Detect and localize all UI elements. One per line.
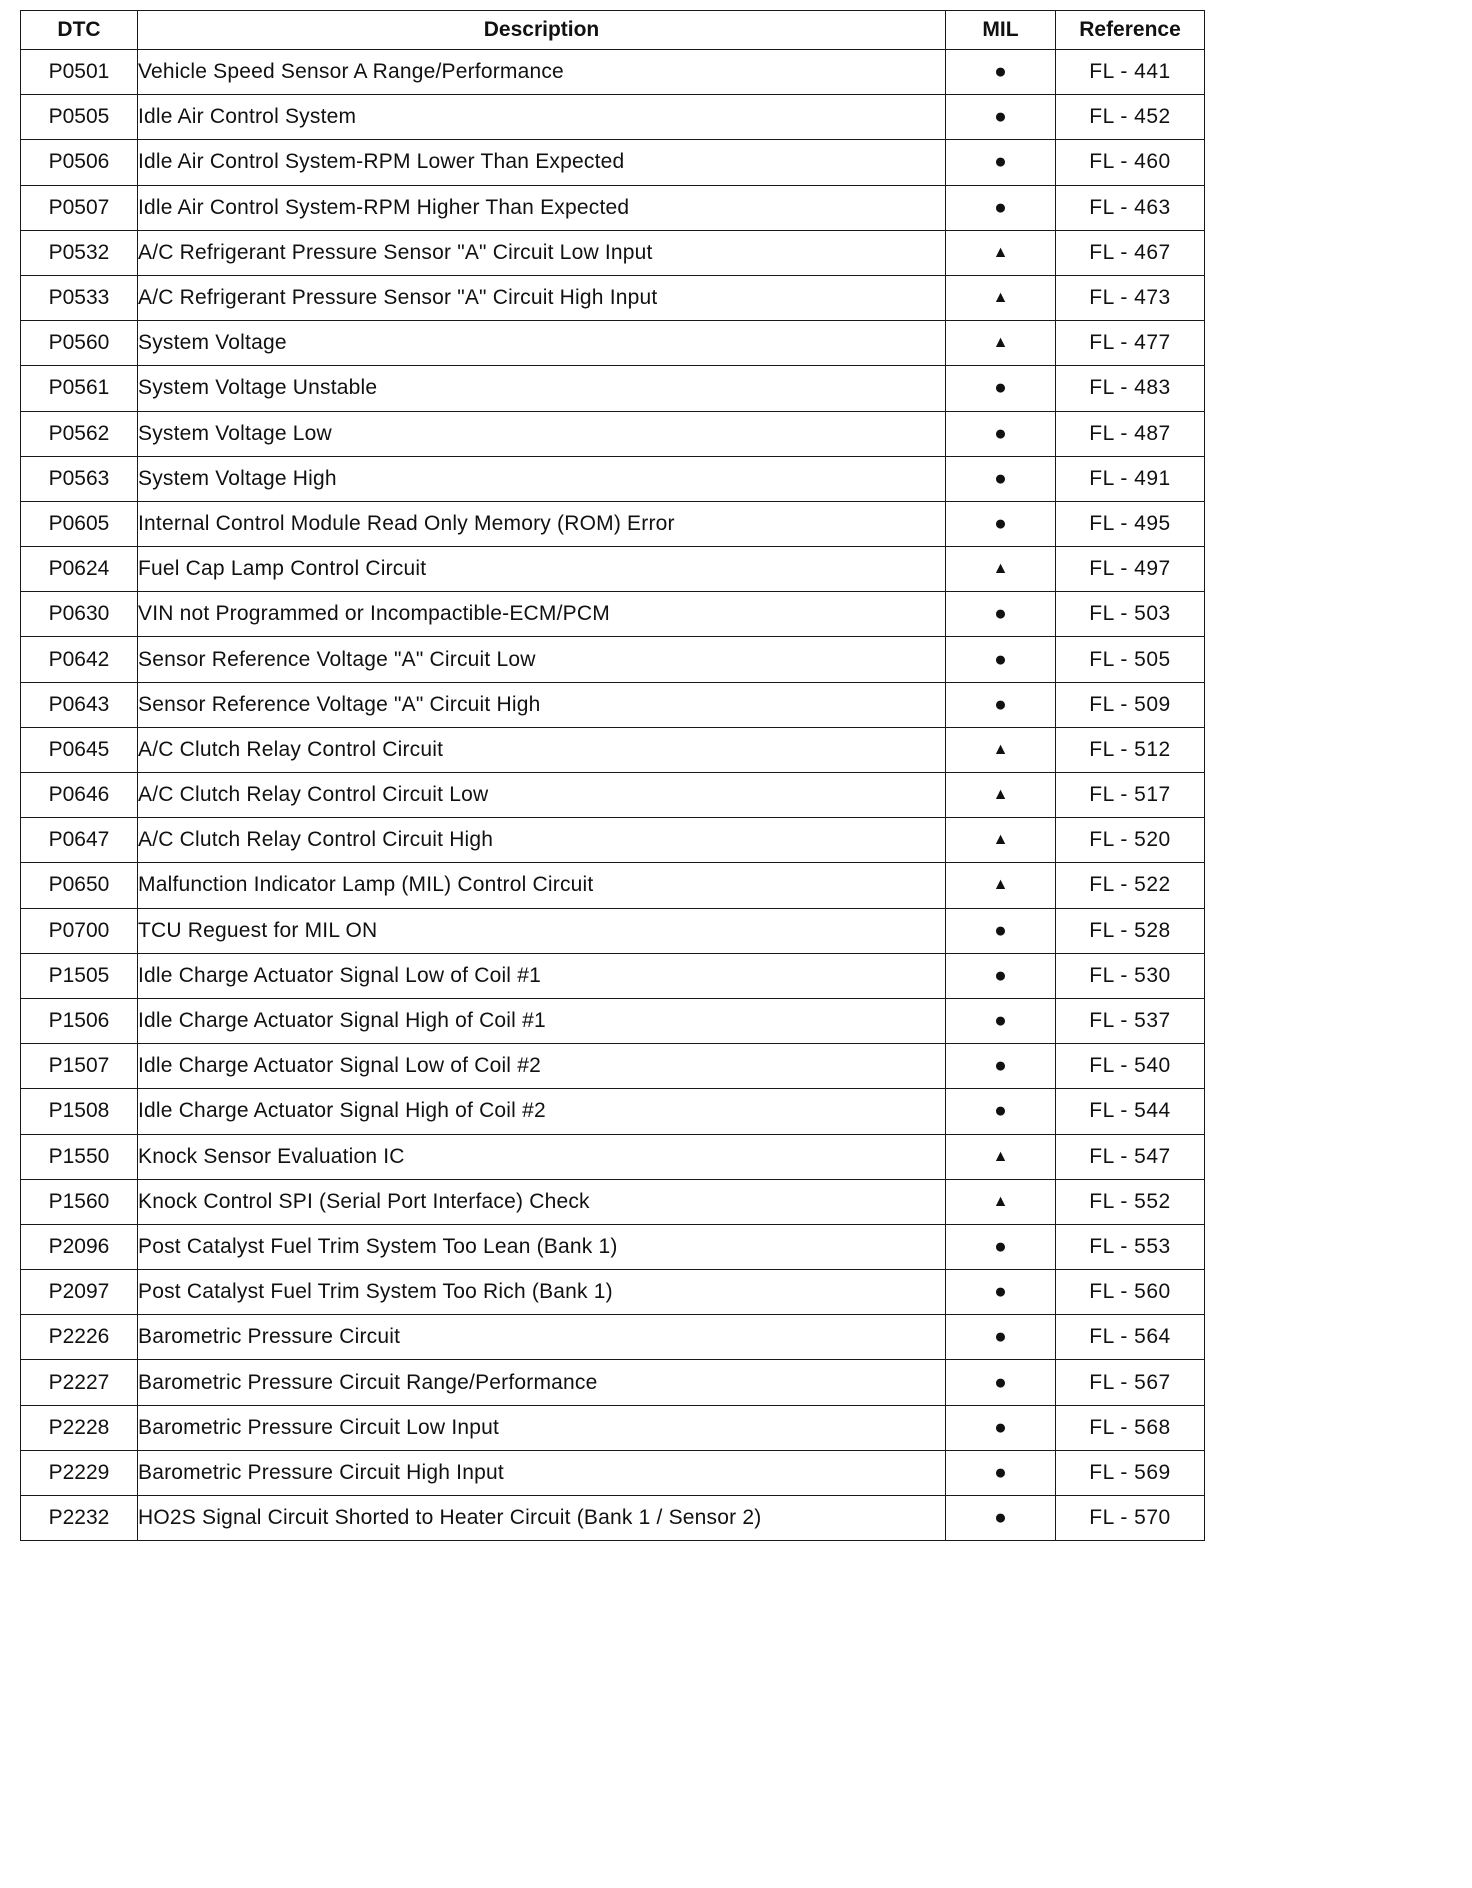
dtc-description: Idle Charge Actuator Signal High of Coil #2 bbox=[138, 1089, 946, 1134]
table-row bbox=[21, 1496, 1205, 1541]
table-row bbox=[21, 1315, 1205, 1360]
mil-indicator: ● bbox=[946, 1224, 1056, 1269]
mil-indicator: ● bbox=[946, 140, 1056, 185]
dtc-description: A/C Clutch Relay Control Circuit Low bbox=[138, 773, 946, 818]
reference-page: FL - 487 bbox=[1056, 411, 1205, 456]
mil-indicator: ▲ bbox=[946, 818, 1056, 863]
mil-indicator: ▲ bbox=[946, 321, 1056, 366]
reference-page: FL - 547 bbox=[1056, 1134, 1205, 1179]
mil-indicator: ● bbox=[946, 456, 1056, 501]
dtc-description: Idle Air Control System-RPM Higher Than Expected bbox=[138, 185, 946, 230]
dtc-description: Vehicle Speed Sensor A Range/Performance bbox=[138, 50, 946, 95]
dtc-code: P0630 bbox=[21, 592, 138, 637]
header-row bbox=[21, 11, 1205, 50]
reference-page: FL - 567 bbox=[1056, 1360, 1205, 1405]
mil-indicator: ● bbox=[946, 501, 1056, 546]
table-body bbox=[21, 50, 1205, 1541]
dtc-code: P0506 bbox=[21, 140, 138, 185]
table-row bbox=[21, 456, 1205, 501]
dtc-code: P0647 bbox=[21, 818, 138, 863]
reference-page: FL - 483 bbox=[1056, 366, 1205, 411]
table-row bbox=[21, 140, 1205, 185]
reference-page: FL - 568 bbox=[1056, 1405, 1205, 1450]
table-row bbox=[21, 1405, 1205, 1450]
dtc-description: System Voltage Unstable bbox=[138, 366, 946, 411]
table-header bbox=[21, 11, 1205, 50]
table-row bbox=[21, 637, 1205, 682]
dtc-code: P0645 bbox=[21, 727, 138, 772]
dtc-description: A/C Refrigerant Pressure Sensor "A" Circuit High Input bbox=[138, 275, 946, 320]
table-row bbox=[21, 1134, 1205, 1179]
reference-page: FL - 560 bbox=[1056, 1270, 1205, 1315]
dtc-code: P0562 bbox=[21, 411, 138, 456]
header-description: Description bbox=[138, 11, 946, 50]
dtc-code: P0505 bbox=[21, 95, 138, 140]
dtc-code: P0643 bbox=[21, 682, 138, 727]
mil-indicator: ● bbox=[946, 366, 1056, 411]
reference-page: FL - 460 bbox=[1056, 140, 1205, 185]
dtc-code: P1506 bbox=[21, 998, 138, 1043]
dtc-description: TCU Reguest for MIL ON bbox=[138, 908, 946, 953]
reference-page: FL - 530 bbox=[1056, 953, 1205, 998]
table-row bbox=[21, 773, 1205, 818]
dtc-description: Post Catalyst Fuel Trim System Too Rich (Bank 1) bbox=[138, 1270, 946, 1315]
table-row bbox=[21, 501, 1205, 546]
mil-indicator: ● bbox=[946, 637, 1056, 682]
reference-page: FL - 463 bbox=[1056, 185, 1205, 230]
table-row bbox=[21, 818, 1205, 863]
mil-indicator: ● bbox=[946, 1450, 1056, 1495]
dtc-description: Barometric Pressure Circuit Range/Performance bbox=[138, 1360, 946, 1405]
table-row bbox=[21, 185, 1205, 230]
reference-page: FL - 520 bbox=[1056, 818, 1205, 863]
table-row bbox=[21, 230, 1205, 275]
dtc-code: P1550 bbox=[21, 1134, 138, 1179]
mil-indicator: ▲ bbox=[946, 863, 1056, 908]
dtc-code: P1505 bbox=[21, 953, 138, 998]
dtc-description: System Voltage High bbox=[138, 456, 946, 501]
dtc-description: Sensor Reference Voltage "A" Circuit High bbox=[138, 682, 946, 727]
dtc-description: Barometric Pressure Circuit bbox=[138, 1315, 946, 1360]
dtc-code: P1508 bbox=[21, 1089, 138, 1134]
dtc-description: VIN not Programmed or Incompactible-ECM/PCM bbox=[138, 592, 946, 637]
dtc-description: Idle Air Control System bbox=[138, 95, 946, 140]
dtc-code: P2227 bbox=[21, 1360, 138, 1405]
table-row bbox=[21, 592, 1205, 637]
dtc-code: P0650 bbox=[21, 863, 138, 908]
dtc-code: P0646 bbox=[21, 773, 138, 818]
mil-indicator: ● bbox=[946, 185, 1056, 230]
dtc-description: Barometric Pressure Circuit High Input bbox=[138, 1450, 946, 1495]
reference-page: FL - 491 bbox=[1056, 456, 1205, 501]
reference-page: FL - 503 bbox=[1056, 592, 1205, 637]
mil-indicator: ● bbox=[946, 1405, 1056, 1450]
mil-indicator: ● bbox=[946, 1496, 1056, 1541]
mil-indicator: ▲ bbox=[946, 1134, 1056, 1179]
dtc-code: P2232 bbox=[21, 1496, 138, 1541]
reference-page: FL - 517 bbox=[1056, 773, 1205, 818]
reference-page: FL - 522 bbox=[1056, 863, 1205, 908]
dtc-code: P0605 bbox=[21, 501, 138, 546]
mil-indicator: ▲ bbox=[946, 1179, 1056, 1224]
dtc-code: P0624 bbox=[21, 547, 138, 592]
dtc-description: Idle Charge Actuator Signal Low of Coil #2 bbox=[138, 1044, 946, 1089]
mil-indicator: ● bbox=[946, 411, 1056, 456]
table-row bbox=[21, 863, 1205, 908]
reference-page: FL - 512 bbox=[1056, 727, 1205, 772]
mil-indicator: ▲ bbox=[946, 230, 1056, 275]
dtc-description: Idle Charge Actuator Signal Low of Coil #1 bbox=[138, 953, 946, 998]
table-row bbox=[21, 1089, 1205, 1134]
dtc-code: P0507 bbox=[21, 185, 138, 230]
mil-indicator: ● bbox=[946, 95, 1056, 140]
table-row bbox=[21, 1224, 1205, 1269]
table-row bbox=[21, 1360, 1205, 1405]
table-row bbox=[21, 953, 1205, 998]
reference-page: FL - 540 bbox=[1056, 1044, 1205, 1089]
mil-indicator: ● bbox=[946, 953, 1056, 998]
dtc-description: Malfunction Indicator Lamp (MIL) Control Circuit bbox=[138, 863, 946, 908]
table-row bbox=[21, 321, 1205, 366]
dtc-description: Idle Air Control System-RPM Lower Than Expected bbox=[138, 140, 946, 185]
dtc-description: Knock Control SPI (Serial Port Interface) Check bbox=[138, 1179, 946, 1224]
mil-indicator: ▲ bbox=[946, 547, 1056, 592]
mil-indicator: ● bbox=[946, 908, 1056, 953]
table-row bbox=[21, 682, 1205, 727]
reference-page: FL - 495 bbox=[1056, 501, 1205, 546]
table-row bbox=[21, 366, 1205, 411]
dtc-description: A/C Clutch Relay Control Circuit High bbox=[138, 818, 946, 863]
dtc-code: P0533 bbox=[21, 275, 138, 320]
dtc-description: Knock Sensor Evaluation IC bbox=[138, 1134, 946, 1179]
reference-page: FL - 473 bbox=[1056, 275, 1205, 320]
dtc-table bbox=[20, 10, 1205, 1541]
table-row bbox=[21, 547, 1205, 592]
mil-indicator: ● bbox=[946, 1315, 1056, 1360]
dtc-description: System Voltage Low bbox=[138, 411, 946, 456]
reference-page: FL - 570 bbox=[1056, 1496, 1205, 1541]
dtc-code: P1507 bbox=[21, 1044, 138, 1089]
reference-page: FL - 452 bbox=[1056, 95, 1205, 140]
header-reference: Reference bbox=[1056, 11, 1205, 50]
dtc-description: Post Catalyst Fuel Trim System Too Lean (Bank 1) bbox=[138, 1224, 946, 1269]
reference-page: FL - 569 bbox=[1056, 1450, 1205, 1495]
dtc-description: A/C Refrigerant Pressure Sensor "A" Circuit Low Input bbox=[138, 230, 946, 275]
dtc-code: P0560 bbox=[21, 321, 138, 366]
dtc-description: Barometric Pressure Circuit Low Input bbox=[138, 1405, 946, 1450]
reference-page: FL - 441 bbox=[1056, 50, 1205, 95]
reference-page: FL - 497 bbox=[1056, 547, 1205, 592]
dtc-code: P1560 bbox=[21, 1179, 138, 1224]
reference-page: FL - 564 bbox=[1056, 1315, 1205, 1360]
reference-page: FL - 477 bbox=[1056, 321, 1205, 366]
dtc-code: P2097 bbox=[21, 1270, 138, 1315]
dtc-code: P2229 bbox=[21, 1450, 138, 1495]
mil-indicator: ● bbox=[946, 682, 1056, 727]
mil-indicator: ▲ bbox=[946, 727, 1056, 772]
mil-indicator: ● bbox=[946, 1044, 1056, 1089]
mil-indicator: ▲ bbox=[946, 275, 1056, 320]
table-row bbox=[21, 908, 1205, 953]
dtc-code: P2096 bbox=[21, 1224, 138, 1269]
table-row bbox=[21, 998, 1205, 1043]
header-mil: MIL bbox=[946, 11, 1056, 50]
dtc-description: Idle Charge Actuator Signal High of Coil #1 bbox=[138, 998, 946, 1043]
mil-indicator: ● bbox=[946, 1089, 1056, 1134]
reference-page: FL - 552 bbox=[1056, 1179, 1205, 1224]
reference-page: FL - 553 bbox=[1056, 1224, 1205, 1269]
dtc-document bbox=[20, 10, 1204, 1541]
mil-indicator: ● bbox=[946, 1270, 1056, 1315]
dtc-code: P0700 bbox=[21, 908, 138, 953]
mil-indicator: ● bbox=[946, 592, 1056, 637]
dtc-code: P0563 bbox=[21, 456, 138, 501]
table-row bbox=[21, 50, 1205, 95]
dtc-code: P2228 bbox=[21, 1405, 138, 1450]
dtc-code: P0642 bbox=[21, 637, 138, 682]
dtc-description: Sensor Reference Voltage "A" Circuit Low bbox=[138, 637, 946, 682]
table-row bbox=[21, 1044, 1205, 1089]
mil-indicator: ▲ bbox=[946, 773, 1056, 818]
reference-page: FL - 537 bbox=[1056, 998, 1205, 1043]
reference-page: FL - 509 bbox=[1056, 682, 1205, 727]
table-row bbox=[21, 1270, 1205, 1315]
mil-indicator: ● bbox=[946, 50, 1056, 95]
table-row bbox=[21, 275, 1205, 320]
table-row bbox=[21, 1450, 1205, 1495]
dtc-code: P0561 bbox=[21, 366, 138, 411]
mil-indicator: ● bbox=[946, 1360, 1056, 1405]
dtc-code: P0501 bbox=[21, 50, 138, 95]
dtc-code: P2226 bbox=[21, 1315, 138, 1360]
dtc-description: HO2S Signal Circuit Shorted to Heater Circuit (Bank 1 / Sensor 2) bbox=[138, 1496, 946, 1541]
reference-page: FL - 528 bbox=[1056, 908, 1205, 953]
table-row bbox=[21, 1179, 1205, 1224]
reference-page: FL - 467 bbox=[1056, 230, 1205, 275]
table-row bbox=[21, 95, 1205, 140]
table-row bbox=[21, 727, 1205, 772]
dtc-description: A/C Clutch Relay Control Circuit bbox=[138, 727, 946, 772]
reference-page: FL - 505 bbox=[1056, 637, 1205, 682]
mil-indicator: ● bbox=[946, 998, 1056, 1043]
dtc-code: P0532 bbox=[21, 230, 138, 275]
dtc-description: Internal Control Module Read Only Memory (ROM) Error bbox=[138, 501, 946, 546]
table-row bbox=[21, 411, 1205, 456]
dtc-description: Fuel Cap Lamp Control Circuit bbox=[138, 547, 946, 592]
dtc-description: System Voltage bbox=[138, 321, 946, 366]
reference-page: FL - 544 bbox=[1056, 1089, 1205, 1134]
header-dtc: DTC bbox=[21, 11, 138, 50]
